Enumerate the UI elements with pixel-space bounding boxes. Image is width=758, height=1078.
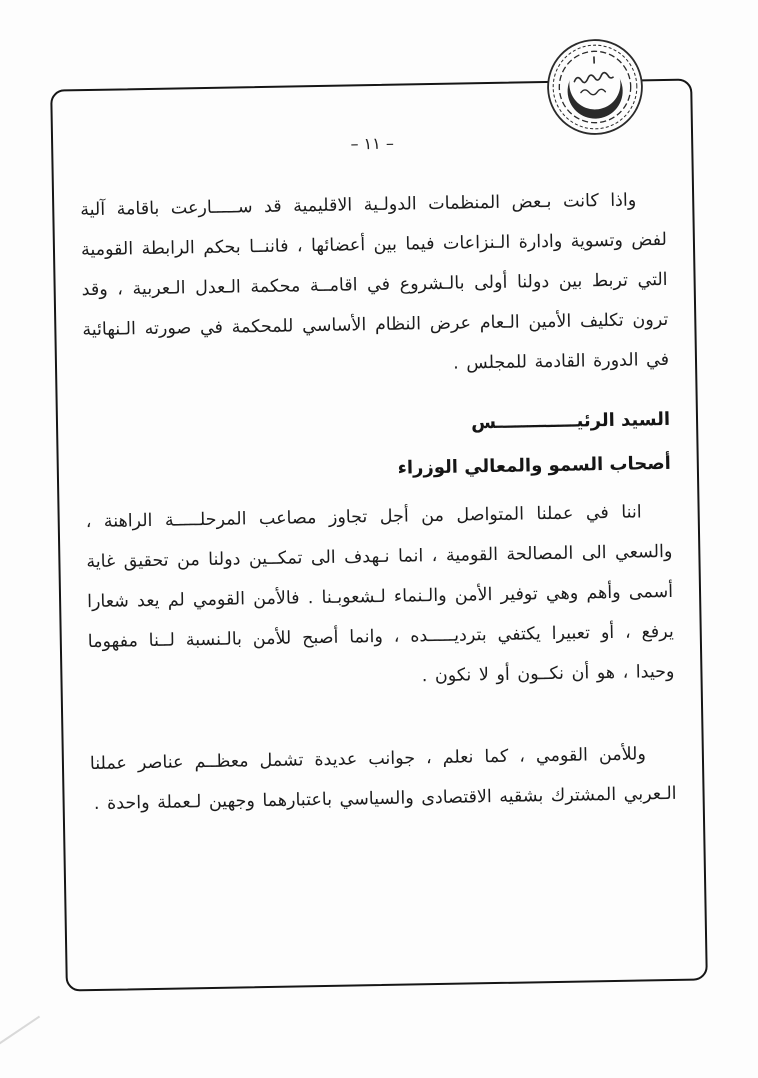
page-border-frame (50, 78, 708, 991)
page-number: – ١١ – (350, 133, 395, 154)
paragraph-arab-court: واذا كانت بـعض المنظمات الدولـية الاقليمية قد ســـــارعت باقامة آلية لفض وتسوية وادارة الـنزاعات فيما بين أعضائها ، فاننــا بحكم الرابطة القومية التي تربط بين دولنا أولى بالـشروع في اقامــة محكمة الـعدل الـعربية ، وقد ترون تكليف الأمين الـعام عرض النظام الأساسي للمحكمة في صورته الـنهائية في الدورة القادمة للمجلس . (80, 190, 670, 374)
heading-president: السيد الرئيـــــــــــــس (470, 408, 671, 434)
paragraph-national-security: اننا في عملنا المتواصل من أجل تجاوز مصاعب المرحلـــــة الراهنة ، والسعي الى المصالحة القومية ، انما نـهدف الى تمكــين دولنا من تحقيق غاية أسمى وأهم وهي توفير الأمن والـنماء لـشعوبـنا . فالأمن القومي لم يعد شعارا يرفع ، أو تعبيرا يكتفي بترديـــــده ، وانما أصبح للأمن بالـنسبة لــنا مفهوما وحيدا ، هو أن نكــون أو لا نكون . (85, 502, 675, 687)
scan-edge-artifact (0, 1016, 40, 1047)
arab-league-emblem-icon (542, 34, 647, 139)
heading-ministers: أصحاب السمو والمعالي الوزراء (397, 452, 671, 479)
paragraph-joint-action: وللأمن القومي ، كما نعلم ، جوانب عديدة تشمل معظــم عناصر عملنا الـعربي المشترك بشقيه الاقتصادى والسياسي باعتبارهما وجهين لـعملة واحدة . (89, 744, 677, 815)
